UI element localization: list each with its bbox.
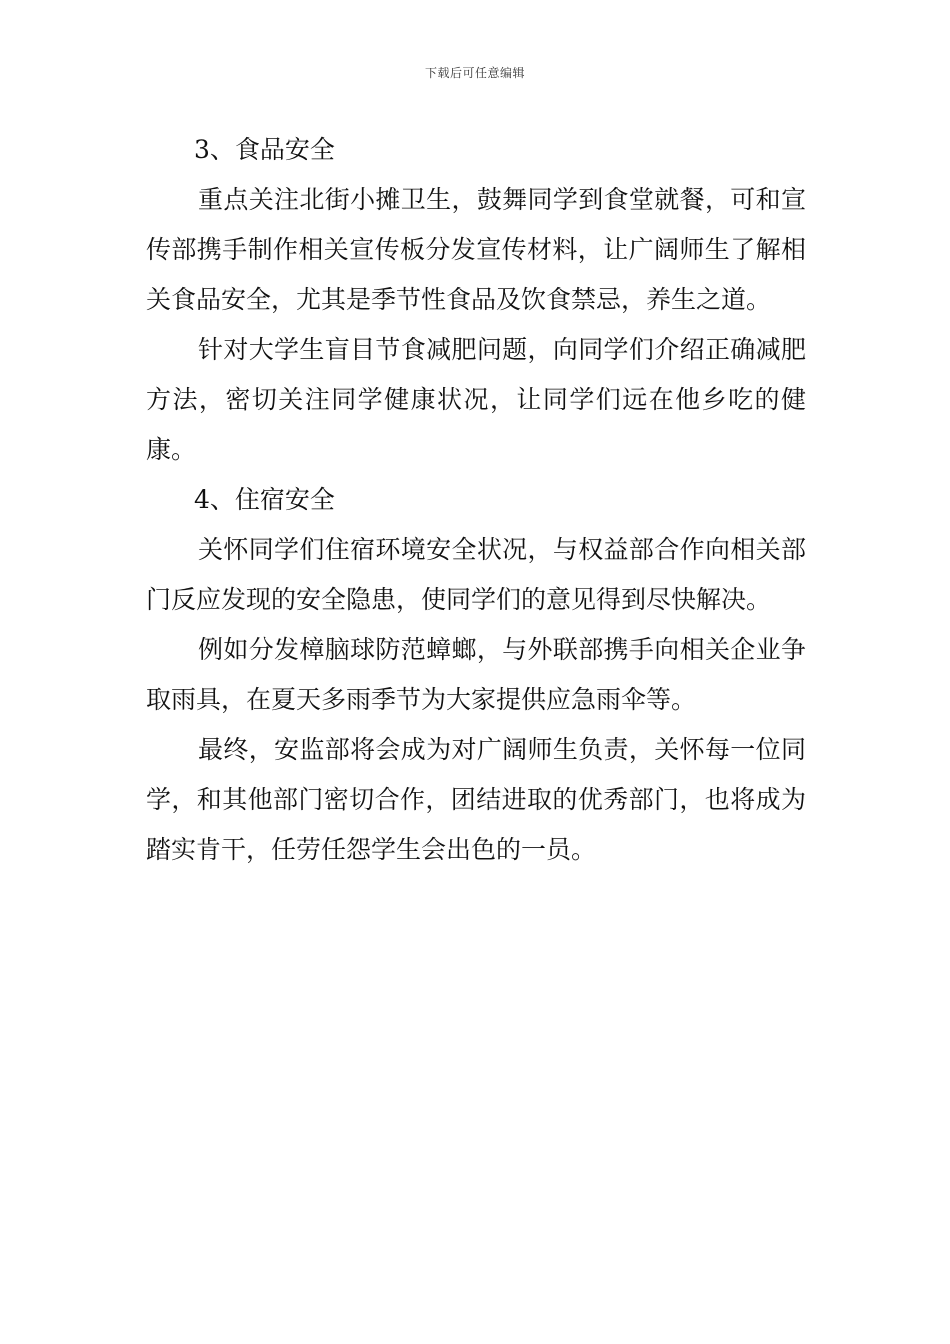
paragraph-dorm-environment: 关怀同学们住宿环境安全状况，与权益部合作向相关部门反应发现的安全隐患，使同学们的意见得到尽快解决。 xyxy=(146,535,806,614)
page-header: 下载后可任意编辑 xyxy=(424,66,525,80)
paragraph-conclusion: 最终，安监部将会成为对广阔师生负责，关怀每一位同学，和其他部门密切合作，团结进取的优秀部门，也将成为踏实肯干，任劳任怨学生会出色的一员。 xyxy=(146,735,806,864)
section-heading-dorm-safety: 4、住宿安全 xyxy=(194,485,335,514)
paragraph-dieting: 针对大学生盲目节食减肥问题，向同学们介绍正确减肥方法，密切关注同学健康状况，让同学们远在他乡吃的健康。 xyxy=(146,335,806,464)
paragraph-example-supplies: 例如分发樟脑球防范蟑螂，与外联部携手向相关企业争取雨具，在夏天多雨季节为大家提供应急雨伞等。 xyxy=(146,635,806,714)
section-heading-food-safety: 3、食品安全 xyxy=(194,135,335,164)
paragraph-food-stalls: 重点关注北街小摊卫生，鼓舞同学到食堂就餐，可和宣传部携手制作相关宣传板分发宣传材料，让广阔师生了解相关食品安全，尤其是季节性食品及饮食禁忌，养生之道。 xyxy=(146,185,806,314)
document-body xyxy=(146,125,806,875)
